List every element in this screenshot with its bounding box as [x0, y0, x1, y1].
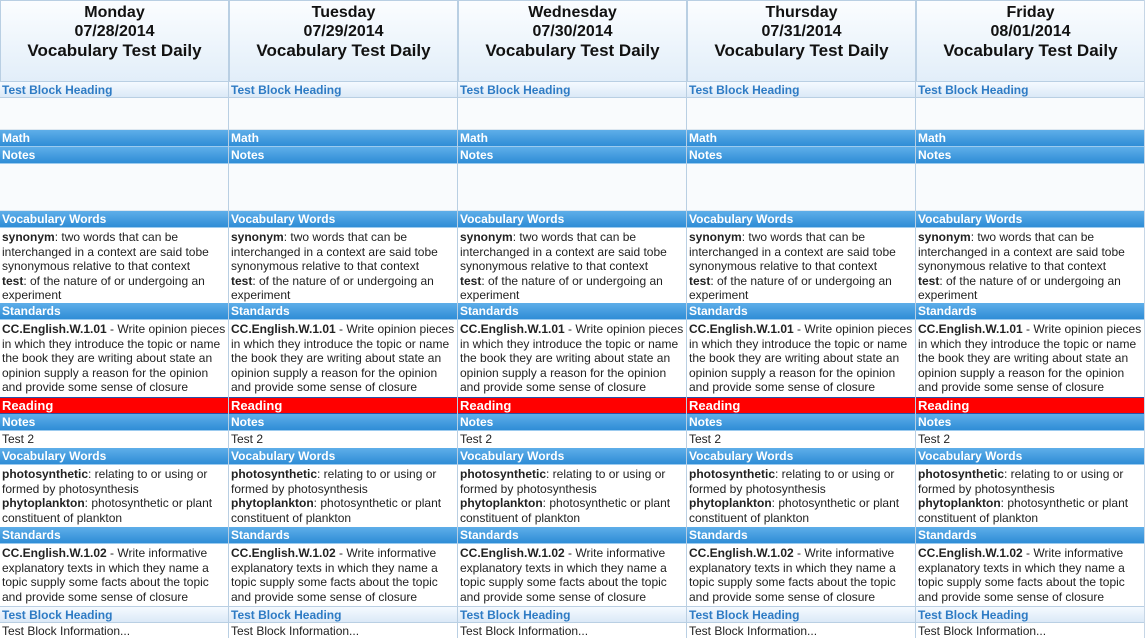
- standard-text: - Write informative explanatory texts in which they name a topic supply some facts about the topic and provide some sense of closure: [231, 546, 438, 604]
- day-date: 07/29/2014: [303, 23, 384, 40]
- standards-content[interactable]: [458, 320, 686, 397]
- reading-notes-content[interactable]: Test 2: [687, 431, 915, 448]
- day-column-friday: [916, 0, 1145, 638]
- vocabulary-heading[interactable]: Vocabulary Words: [0, 211, 228, 228]
- day-column-thursday: [687, 0, 916, 638]
- vocab-term: test: [689, 273, 711, 288]
- test-block-heading[interactable]: Test Block Heading: [916, 81, 1144, 98]
- math-section-heading[interactable]: Math: [458, 130, 686, 147]
- day-header[interactable]: [916, 0, 1144, 81]
- math-notes-content[interactable]: [458, 164, 686, 211]
- vocabulary-heading[interactable]: Vocabulary Words: [229, 211, 457, 228]
- day-date: 07/30/2014: [532, 23, 613, 40]
- standard-code: CC.English.W.1.02: [689, 546, 794, 560]
- standard-code: CC.English.W.1.01: [918, 322, 1023, 336]
- vocab-term: phytoplankton: [918, 496, 1001, 511]
- day-title: Vocabulary Test Daily: [714, 41, 889, 60]
- day-name: Thursday: [765, 4, 838, 21]
- day-title: Vocabulary Test Daily: [485, 41, 660, 60]
- test-block-information[interactable]: Test Block Information...: [687, 623, 915, 638]
- reading-notes-heading[interactable]: Notes: [0, 414, 228, 431]
- vocab-definition: : photosynthetic or plant constituent of plankton: [918, 496, 1129, 525]
- vocab-definition: : photosynthetic or plant constituent of plankton: [231, 496, 442, 525]
- test-block-content[interactable]: [458, 98, 686, 130]
- reading-standards-content[interactable]: [916, 544, 1144, 606]
- standards-heading[interactable]: Standards: [687, 303, 915, 320]
- test-block-heading-bottom[interactable]: Test Block Heading: [458, 606, 686, 623]
- reading-standards-content[interactable]: [0, 544, 228, 606]
- math-notes-heading[interactable]: Notes: [0, 147, 228, 164]
- reading-vocabulary-list[interactable]: [0, 465, 228, 527]
- math-section-heading[interactable]: Math: [687, 130, 915, 147]
- vocab-definition: : of the nature of or undergoing an experiment: [231, 273, 434, 303]
- test-block-heading[interactable]: Test Block Heading: [687, 81, 915, 98]
- reading-notes-heading[interactable]: Notes: [687, 414, 915, 431]
- test-block-information[interactable]: Test Block Information...: [458, 623, 686, 638]
- test-block-heading[interactable]: Test Block Heading: [0, 81, 228, 98]
- reading-standards-content[interactable]: [458, 544, 686, 606]
- standard-code: CC.English.W.1.02: [460, 546, 565, 560]
- vocab-definition: : two words that can be interchanged in a context are said tobe synonymous relative to that context: [460, 230, 667, 274]
- vocab-definition: : of the nature of or undergoing an experiment: [2, 273, 205, 303]
- standards-content[interactable]: [687, 320, 915, 397]
- test-block-information[interactable]: Test Block Information...: [0, 623, 228, 638]
- standard-text: - Write informative explanatory texts in which they name a topic supply some facts about the topic and provide some sense of closure: [689, 546, 896, 604]
- vocab-definition: : of the nature of or undergoing an experiment: [918, 273, 1121, 303]
- vocabulary-list[interactable]: [0, 228, 228, 303]
- vocab-definition: : two words that can be interchanged in a context are said tobe synonymous relative to that context: [231, 230, 438, 274]
- vocab-term: test: [918, 273, 940, 288]
- day-date: 07/31/2014: [761, 23, 842, 40]
- reading-notes-heading[interactable]: Notes: [229, 414, 457, 431]
- reading-vocabulary-heading[interactable]: Vocabulary Words: [916, 448, 1144, 465]
- math-notes-heading[interactable]: Notes: [916, 147, 1144, 164]
- reading-notes-content[interactable]: Test 2: [0, 431, 228, 448]
- reading-section-heading[interactable]: Reading: [229, 397, 457, 414]
- day-name: Tuesday: [311, 4, 376, 21]
- reading-vocabulary-list[interactable]: [458, 465, 686, 527]
- day-header[interactable]: [0, 0, 228, 81]
- reading-section-heading[interactable]: Reading: [916, 397, 1144, 414]
- test-block-heading-bottom[interactable]: Test Block Heading: [0, 606, 228, 623]
- standard-code: CC.English.W.1.01: [2, 322, 107, 336]
- standard-code: CC.English.W.1.02: [231, 546, 336, 560]
- vocab-term: phytoplankton: [689, 496, 772, 511]
- vocab-definition: : two words that can be interchanged in a context are said tobe synonymous relative to that context: [2, 230, 209, 274]
- vocab-term: photosynthetic: [689, 467, 775, 481]
- vocab-definition: : of the nature of or undergoing an experiment: [689, 273, 892, 303]
- standards-heading[interactable]: Standards: [0, 303, 228, 320]
- vocab-term: photosynthetic: [918, 467, 1004, 481]
- test-block-content[interactable]: [0, 98, 228, 130]
- reading-standards-heading[interactable]: Standards: [458, 527, 686, 544]
- reading-vocabulary-list[interactable]: [687, 465, 915, 527]
- standard-code: CC.English.W.1.01: [231, 322, 336, 336]
- math-section-heading[interactable]: Math: [229, 130, 457, 147]
- vocab-term: phytoplankton: [231, 496, 314, 511]
- test-block-information[interactable]: Test Block Information...: [916, 623, 1144, 638]
- standards-heading[interactable]: Standards: [229, 303, 457, 320]
- vocabulary-list[interactable]: [458, 228, 686, 303]
- reading-vocabulary-heading[interactable]: Vocabulary Words: [458, 448, 686, 465]
- reading-notes-heading[interactable]: Notes: [458, 414, 686, 431]
- math-notes-heading[interactable]: Notes: [229, 147, 457, 164]
- reading-vocabulary-heading[interactable]: Vocabulary Words: [229, 448, 457, 465]
- standards-heading[interactable]: Standards: [458, 303, 686, 320]
- vocab-definition: : two words that can be interchanged in a context are said tobe synonymous relative to that context: [689, 230, 896, 274]
- reading-section-heading[interactable]: Reading: [458, 397, 686, 414]
- day-header[interactable]: [687, 0, 915, 81]
- vocabulary-heading[interactable]: Vocabulary Words: [458, 211, 686, 228]
- standard-text: - Write opinion pieces in which they introduce the topic or name the book they are writing about state an opinion supply a reason for the opinion and provide some sense of closure: [460, 322, 684, 395]
- math-notes-heading[interactable]: Notes: [458, 147, 686, 164]
- vocab-term: photosynthetic: [231, 467, 317, 481]
- reading-vocabulary-list[interactable]: [916, 465, 1144, 527]
- standard-text: - Write informative explanatory texts in which they name a topic supply some facts about the topic and provide some sense of closure: [460, 546, 667, 604]
- vocab-definition: : relating to or using or formed by photosynthesis: [918, 467, 1124, 496]
- test-block-content[interactable]: [229, 98, 457, 130]
- math-notes-content[interactable]: [0, 164, 228, 211]
- math-section-heading[interactable]: Math: [0, 130, 228, 147]
- test-block-information[interactable]: Test Block Information...: [229, 623, 457, 638]
- vocab-term: phytoplankton: [2, 496, 85, 511]
- day-column-tuesday: [229, 0, 458, 638]
- reading-standards-heading[interactable]: Standards: [0, 527, 228, 544]
- test-block-content[interactable]: [916, 98, 1144, 130]
- vocab-definition: : relating to or using or formed by photosynthesis: [460, 467, 666, 496]
- test-block-heading-bottom[interactable]: Test Block Heading: [229, 606, 457, 623]
- standard-code: CC.English.W.1.02: [2, 546, 107, 560]
- vocab-term: synonym: [460, 230, 513, 244]
- vocab-definition: : two words that can be interchanged in a context are said tobe synonymous relative to that context: [918, 230, 1125, 274]
- vocabulary-list[interactable]: [687, 228, 915, 303]
- vocab-term: synonym: [689, 230, 742, 244]
- standard-text: - Write informative explanatory texts in which they name a topic supply some facts about the topic and provide some sense of closure: [2, 546, 209, 604]
- day-title: Vocabulary Test Daily: [943, 41, 1118, 60]
- vocab-term: test: [460, 273, 482, 288]
- standard-text: - Write informative explanatory texts in which they name a topic supply some facts about the topic and provide some sense of closure: [918, 546, 1125, 604]
- test-block-heading-bottom[interactable]: Test Block Heading: [687, 606, 915, 623]
- math-notes-content[interactable]: [916, 164, 1144, 211]
- vocab-term: photosynthetic: [460, 467, 546, 481]
- day-date: 07/28/2014: [74, 23, 155, 40]
- day-column-wednesday: [458, 0, 687, 638]
- reading-notes-content[interactable]: Test 2: [916, 431, 1144, 448]
- vocab-definition: : photosynthetic or plant constituent of plankton: [460, 496, 671, 525]
- reading-section-heading[interactable]: Reading: [0, 397, 228, 414]
- reading-vocabulary-heading[interactable]: Vocabulary Words: [0, 448, 228, 465]
- vocab-term: test: [231, 273, 253, 288]
- reading-notes-content[interactable]: Test 2: [458, 431, 686, 448]
- vocab-term: synonym: [231, 230, 284, 244]
- reading-section-heading[interactable]: Reading: [687, 397, 915, 414]
- reading-standards-content[interactable]: [229, 544, 457, 606]
- reading-standards-heading[interactable]: Standards: [229, 527, 457, 544]
- reading-vocabulary-heading[interactable]: Vocabulary Words: [687, 448, 915, 465]
- day-date: 08/01/2014: [990, 23, 1071, 40]
- reading-notes-content[interactable]: Test 2: [229, 431, 457, 448]
- test-block-heading[interactable]: Test Block Heading: [229, 81, 457, 98]
- vocab-definition: : relating to or using or formed by photosynthesis: [231, 467, 437, 496]
- day-name: Monday: [84, 4, 145, 21]
- vocabulary-heading[interactable]: Vocabulary Words: [916, 211, 1144, 228]
- day-title: Vocabulary Test Daily: [256, 41, 431, 60]
- reading-standards-content[interactable]: [687, 544, 915, 606]
- test-block-content[interactable]: [687, 98, 915, 130]
- standard-text: - Write opinion pieces in which they introduce the topic or name the book they are writing about state an opinion supply a reason for the opinion and provide some sense of closure: [689, 322, 913, 395]
- standard-code: CC.English.W.1.01: [689, 322, 794, 336]
- test-block-heading-bottom[interactable]: Test Block Heading: [916, 606, 1144, 623]
- standard-text: - Write opinion pieces in which they introduce the topic or name the book they are writing about state an opinion supply a reason for the opinion and provide some sense of closure: [231, 322, 455, 395]
- reading-standards-heading[interactable]: Standards: [687, 527, 915, 544]
- vocabulary-list[interactable]: [229, 228, 457, 303]
- standard-code: CC.English.W.1.01: [460, 322, 565, 336]
- day-title: Vocabulary Test Daily: [27, 41, 202, 60]
- vocab-definition: : photosynthetic or plant constituent of plankton: [2, 496, 213, 525]
- vocabulary-heading[interactable]: Vocabulary Words: [687, 211, 915, 228]
- vocab-definition: : of the nature of or undergoing an experiment: [460, 273, 663, 303]
- standard-text: - Write opinion pieces in which they introduce the topic or name the book they are writing about state an opinion supply a reason for the opinion and provide some sense of closure: [2, 322, 226, 395]
- reading-standards-heading[interactable]: Standards: [916, 527, 1144, 544]
- vocabulary-list[interactable]: [916, 228, 1144, 303]
- math-section-heading[interactable]: Math: [916, 130, 1144, 147]
- vocab-term: synonym: [918, 230, 971, 244]
- math-notes-heading[interactable]: Notes: [687, 147, 915, 164]
- standards-content[interactable]: [0, 320, 228, 397]
- day-name: Friday: [1006, 4, 1055, 21]
- standards-content[interactable]: [916, 320, 1144, 397]
- vocab-definition: : relating to or using or formed by photosynthesis: [689, 467, 895, 496]
- test-block-heading[interactable]: Test Block Heading: [458, 81, 686, 98]
- reading-notes-heading[interactable]: Notes: [916, 414, 1144, 431]
- day-name: Wednesday: [528, 4, 617, 21]
- day-column-monday: [0, 0, 229, 638]
- standards-content[interactable]: [229, 320, 457, 397]
- standard-code: CC.English.W.1.02: [918, 546, 1023, 560]
- vocab-term: test: [2, 273, 24, 288]
- math-notes-content[interactable]: [229, 164, 457, 211]
- standard-text: - Write opinion pieces in which they introduce the topic or name the book they are writing about state an opinion supply a reason for the opinion and provide some sense of closure: [918, 322, 1142, 395]
- day-header[interactable]: [229, 0, 457, 81]
- day-header[interactable]: [458, 0, 686, 81]
- math-notes-content[interactable]: [687, 164, 915, 211]
- vocab-definition: : relating to or using or formed by photosynthesis: [2, 467, 208, 496]
- vocab-definition: : photosynthetic or plant constituent of plankton: [689, 496, 900, 525]
- vocab-term: photosynthetic: [2, 467, 88, 481]
- reading-vocabulary-list[interactable]: [229, 465, 457, 527]
- standards-heading[interactable]: Standards: [916, 303, 1144, 320]
- vocab-term: phytoplankton: [460, 496, 543, 511]
- vocab-term: synonym: [2, 230, 55, 244]
